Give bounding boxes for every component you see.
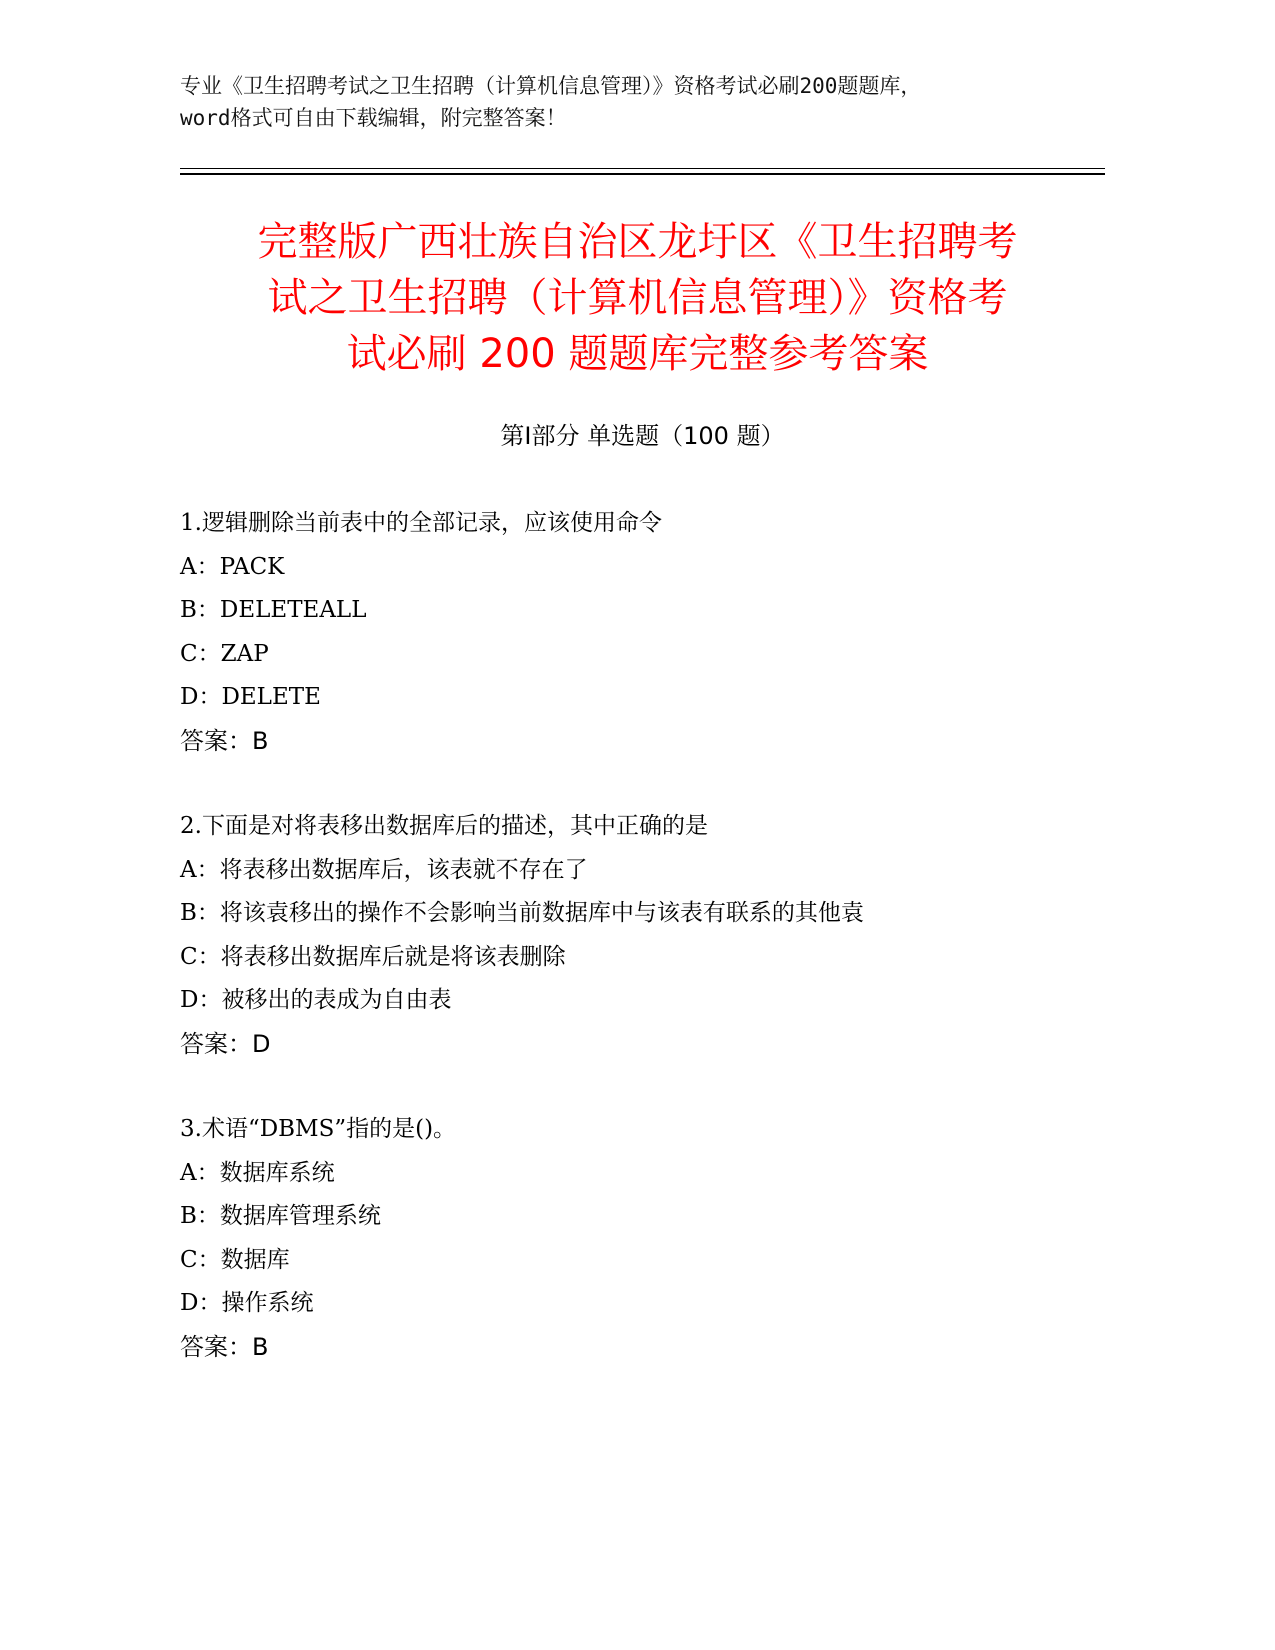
question-stem: 2.下面是对将表移出数据库后的描述，其中正确的是 bbox=[180, 813, 708, 839]
option-b: B：将该袁移出的操作不会影响当前数据库中与该表有联系的其他袁 bbox=[180, 900, 864, 926]
answer: 答案：D bbox=[180, 1029, 271, 1058]
option-a: A：数据库系统 bbox=[180, 1159, 335, 1186]
section-heading: 第Ⅰ部分 单选题（100 题） bbox=[500, 422, 785, 450]
title-line-1: 完整版广西壮族自治区龙圩区《卫生招聘考 bbox=[257, 219, 1018, 265]
answer: 答案：B bbox=[180, 726, 269, 755]
title-line-3: 试必刷 200 题题库完整参考答案 bbox=[346, 331, 929, 377]
option-d: D：DELETE bbox=[180, 684, 321, 710]
option-c: C：ZAP bbox=[180, 640, 269, 667]
option-b: B：DELETEALL bbox=[180, 597, 367, 623]
option-a: A：PACK bbox=[180, 553, 285, 580]
option-d: D：被移出的表成为自由表 bbox=[180, 987, 452, 1013]
question-1 bbox=[180, 502, 1105, 763]
option-c: C：数据库 bbox=[180, 1246, 290, 1273]
question-list bbox=[180, 502, 1105, 1411]
header-note-line-1: 专业《卫生招聘考试之卫生招聘（计算机信息管理）》资格考试必刷200题题库， bbox=[180, 74, 922, 98]
answer: 答案：B bbox=[180, 1332, 269, 1361]
header-rule-thin bbox=[180, 168, 1105, 169]
header-note-line-2: word格式可自由下载编辑，附完整答案！ bbox=[180, 106, 567, 130]
header-rule-thick bbox=[180, 173, 1105, 175]
question-stem: 3.术语“DBMS”指的是()。 bbox=[180, 1116, 457, 1142]
option-b: B：数据库管理系统 bbox=[180, 1203, 381, 1229]
question-2 bbox=[180, 805, 1105, 1066]
title-line-2: 试之卫生招聘（计算机信息管理）》资格考 bbox=[267, 275, 1008, 321]
document-title bbox=[160, 214, 1115, 382]
option-a: A：将表移出数据库后，该表就不存在了 bbox=[180, 856, 588, 883]
option-d: D：操作系统 bbox=[180, 1290, 314, 1316]
question-3 bbox=[180, 1108, 1105, 1369]
question-stem: 1.逻辑删除当前表中的全部记录，应该使用命令 bbox=[180, 510, 662, 536]
header-note bbox=[180, 70, 1120, 134]
option-c: C：将表移出数据库后就是将该表删除 bbox=[180, 943, 566, 970]
